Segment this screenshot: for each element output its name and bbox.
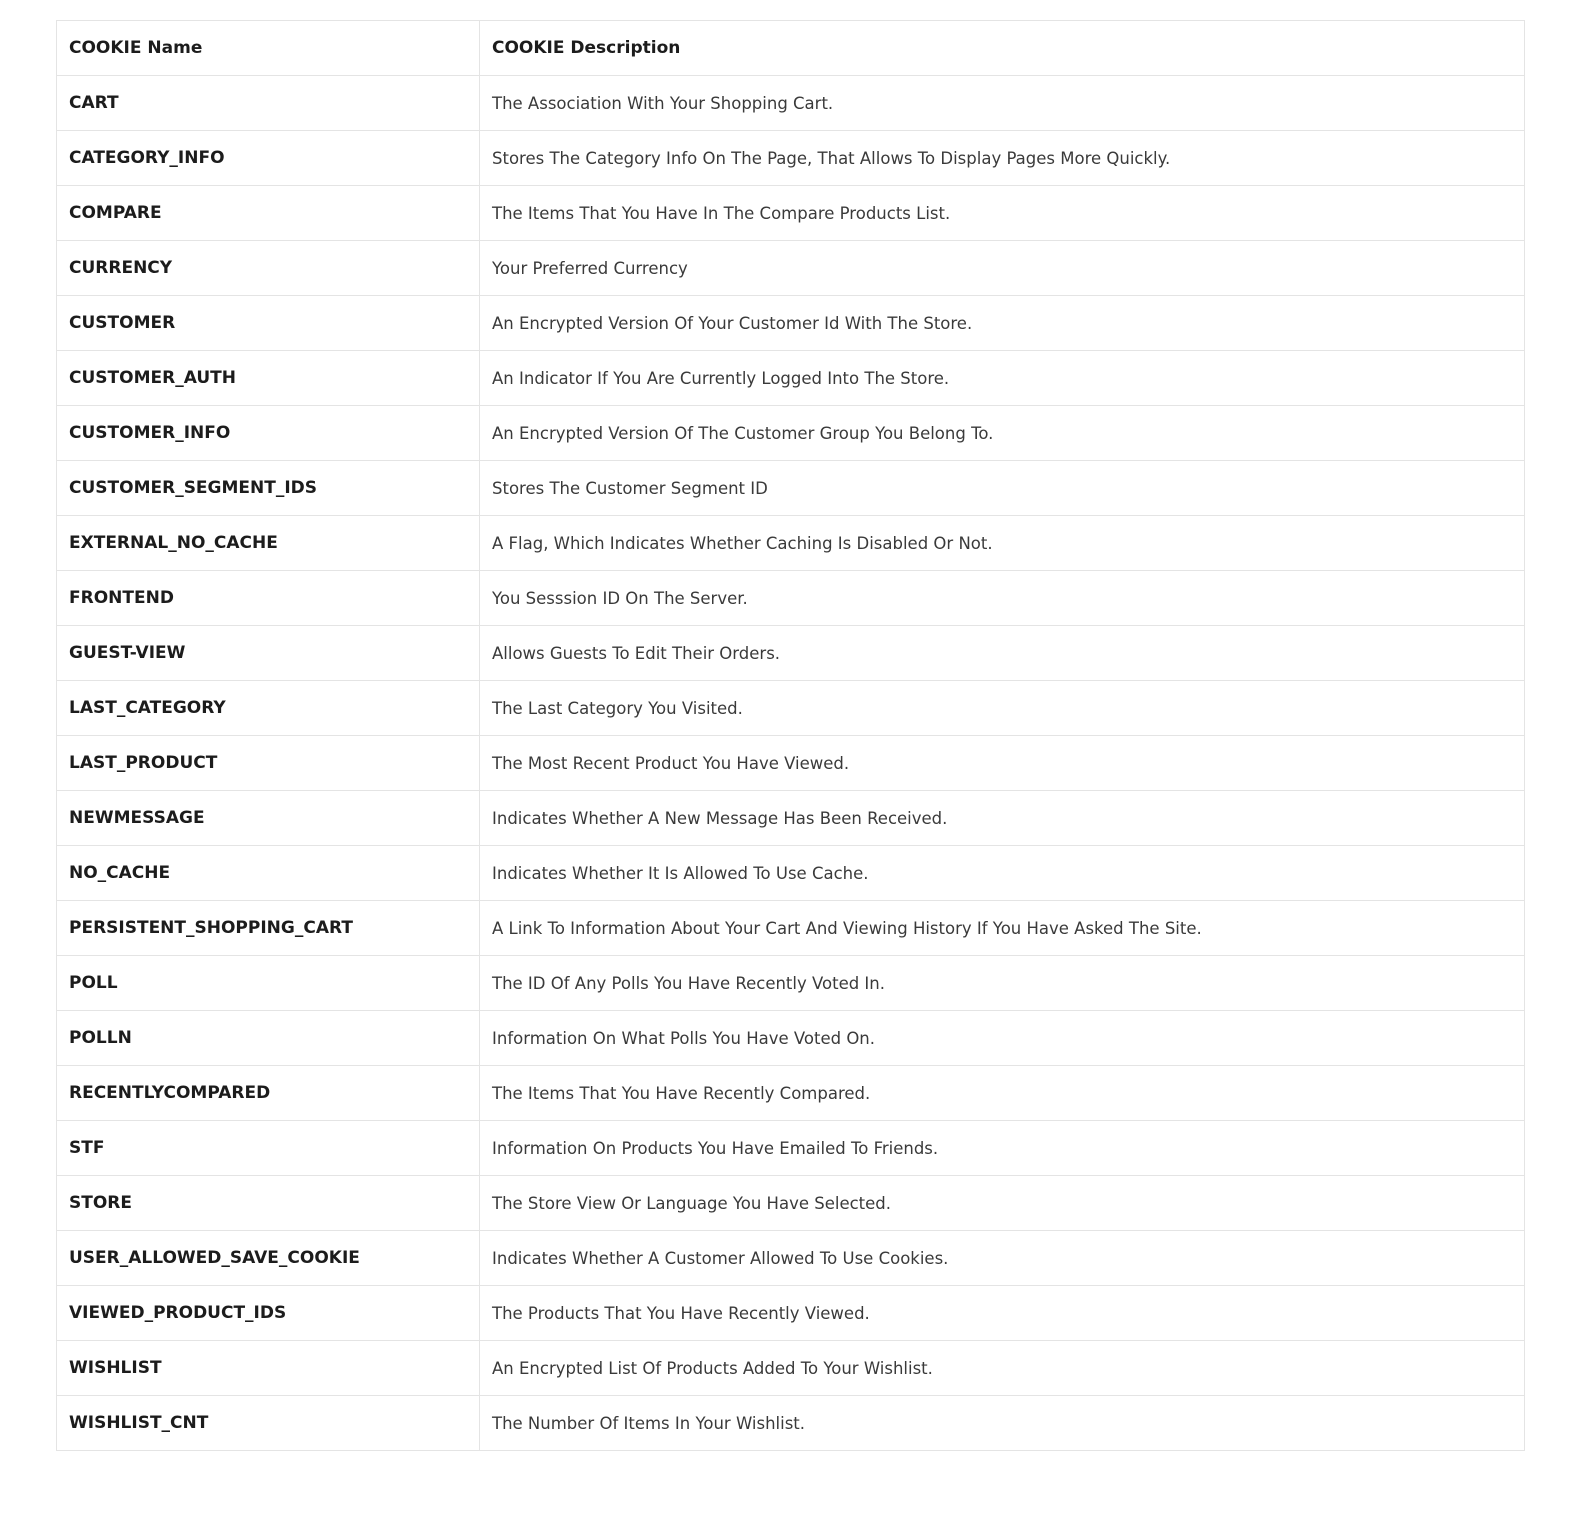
table-row [57, 1341, 1525, 1396]
table-row [57, 846, 1525, 901]
cookie-name: CUSTOMER_INFO [57, 406, 480, 461]
cookie-description: Your Preferred Currency [480, 241, 1525, 296]
cookie-name: USER_ALLOWED_SAVE_COOKIE [57, 1231, 480, 1286]
cookie-description: The Products That You Have Recently Viewed. [480, 1286, 1525, 1341]
table-row [57, 956, 1525, 1011]
table-row [57, 736, 1525, 791]
table-row [57, 1176, 1525, 1231]
cookie-description: The Last Category You Visited. [480, 681, 1525, 736]
cookie-name: CURRENCY [57, 241, 480, 296]
cookie-name: LAST_PRODUCT [57, 736, 480, 791]
cookie-name: LAST_CATEGORY [57, 681, 480, 736]
cookie-name: WISHLIST [57, 1341, 480, 1396]
table-row [57, 626, 1525, 681]
cookie-description: The Items That You Have Recently Compared. [480, 1066, 1525, 1121]
cookie-name: NO_CACHE [57, 846, 480, 901]
cookie-name: STORE [57, 1176, 480, 1231]
cookie-description: Allows Guests To Edit Their Orders. [480, 626, 1525, 681]
column-header-description: COOKIE Description [480, 21, 1525, 76]
cookie-name: GUEST-VIEW [57, 626, 480, 681]
cookie-description: An Indicator If You Are Currently Logged Into The Store. [480, 351, 1525, 406]
table-row [57, 461, 1525, 516]
cookie-name: CUSTOMER [57, 296, 480, 351]
cookie-description: An Encrypted Version Of The Customer Group You Belong To. [480, 406, 1525, 461]
table-row [57, 1231, 1525, 1286]
cookie-description: The Most Recent Product You Have Viewed. [480, 736, 1525, 791]
cookie-description: Indicates Whether A New Message Has Been Received. [480, 791, 1525, 846]
cookie-name: CUSTOMER_SEGMENT_IDS [57, 461, 480, 516]
cookie-name: CATEGORY_INFO [57, 131, 480, 186]
cookie-description: The Association With Your Shopping Cart. [480, 76, 1525, 131]
cookie-description: Stores The Category Info On The Page, That Allows To Display Pages More Quickly. [480, 131, 1525, 186]
cookie-name: POLL [57, 956, 480, 1011]
table-row [57, 681, 1525, 736]
table-row [57, 76, 1525, 131]
table-row [57, 406, 1525, 461]
cookie-description: Indicates Whether It Is Allowed To Use Cache. [480, 846, 1525, 901]
cookie-description: Indicates Whether A Customer Allowed To Use Cookies. [480, 1231, 1525, 1286]
cookie-description: The Store View Or Language You Have Selected. [480, 1176, 1525, 1231]
table-row [57, 351, 1525, 406]
cookie-name: CART [57, 76, 480, 131]
cookie-table-container [56, 20, 1524, 1451]
cookie-name: RECENTLYCOMPARED [57, 1066, 480, 1121]
table-row [57, 296, 1525, 351]
cookie-name: COMPARE [57, 186, 480, 241]
cookie-description: The Items That You Have In The Compare Products List. [480, 186, 1525, 241]
cookie-name: NEWMESSAGE [57, 791, 480, 846]
table-row [57, 241, 1525, 296]
cookie-name: CUSTOMER_AUTH [57, 351, 480, 406]
cookie-name: STF [57, 1121, 480, 1176]
table-row [57, 1121, 1525, 1176]
cookie-description: The Number Of Items In Your Wishlist. [480, 1396, 1525, 1451]
cookie-name: FRONTEND [57, 571, 480, 626]
table-body [57, 76, 1525, 1451]
cookie-description: Stores The Customer Segment ID [480, 461, 1525, 516]
cookie-name: PERSISTENT_SHOPPING_CART [57, 901, 480, 956]
table-row [57, 901, 1525, 956]
table-row [57, 571, 1525, 626]
cookie-name: POLLN [57, 1011, 480, 1066]
cookie-description: A Link To Information About Your Cart And Viewing History If You Have Asked The Site. [480, 901, 1525, 956]
table-row [57, 131, 1525, 186]
table-header [57, 21, 1525, 76]
cookie-description: You Sesssion ID On The Server. [480, 571, 1525, 626]
column-header-name: COOKIE Name [57, 21, 480, 76]
table-row [57, 516, 1525, 571]
cookie-description: Information On Products You Have Emailed To Friends. [480, 1121, 1525, 1176]
cookie-description: Information On What Polls You Have Voted On. [480, 1011, 1525, 1066]
table-row [57, 1286, 1525, 1341]
table-row [57, 1011, 1525, 1066]
table-row [57, 186, 1525, 241]
cookie-table [56, 20, 1525, 1451]
table-row [57, 791, 1525, 846]
cookie-description: The ID Of Any Polls You Have Recently Voted In. [480, 956, 1525, 1011]
header-row [57, 21, 1525, 76]
cookie-description: An Encrypted Version Of Your Customer Id With The Store. [480, 296, 1525, 351]
cookie-description: An Encrypted List Of Products Added To Your Wishlist. [480, 1341, 1525, 1396]
cookie-name: VIEWED_PRODUCT_IDS [57, 1286, 480, 1341]
cookie-name: WISHLIST_CNT [57, 1396, 480, 1451]
cookie-description: A Flag, Which Indicates Whether Caching Is Disabled Or Not. [480, 516, 1525, 571]
table-row [57, 1396, 1525, 1451]
table-row [57, 1066, 1525, 1121]
cookie-name: EXTERNAL_NO_CACHE [57, 516, 480, 571]
